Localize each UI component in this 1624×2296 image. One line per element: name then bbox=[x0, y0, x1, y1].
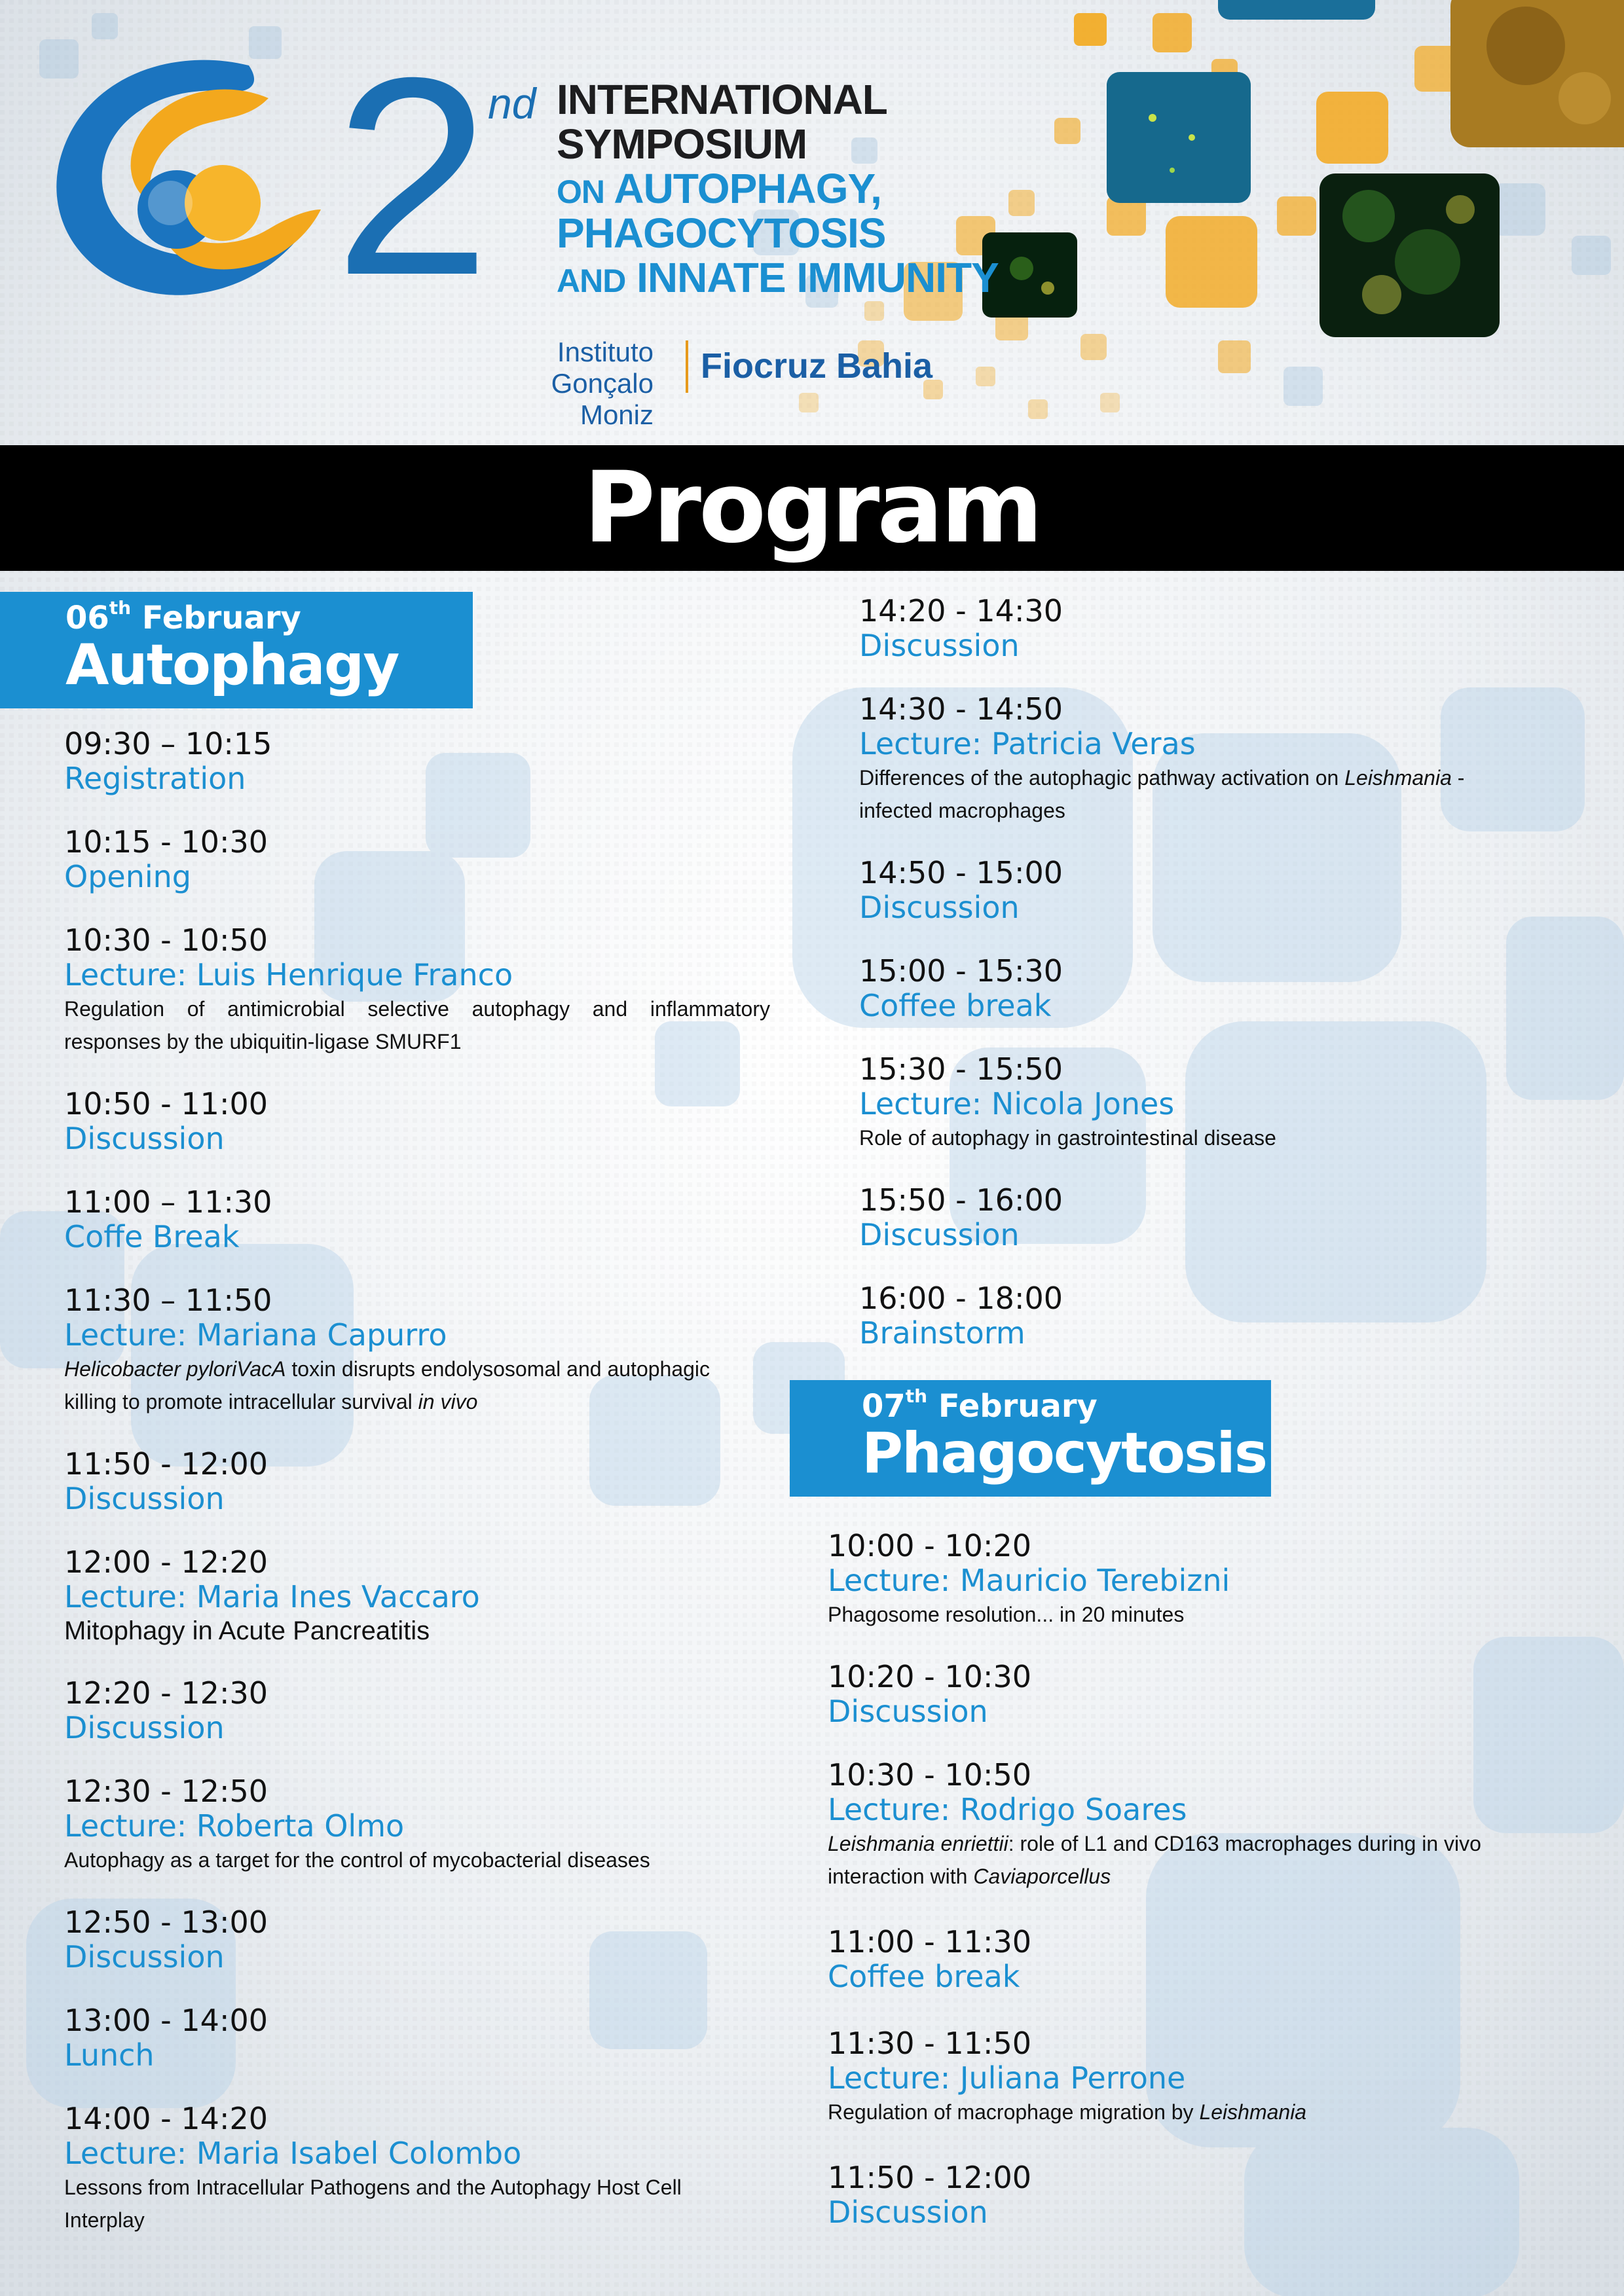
institute-logo: Instituto Gonçalo Moniz bbox=[551, 337, 654, 430]
list-item: 12:30 - 12:50 Lecture: Roberta Olmo Autophagy as a target for the control of mycobacterial diseases bbox=[64, 1774, 650, 1872]
list-item: 10:15 - 10:30 Opening bbox=[64, 824, 268, 894]
list-item: 15:50 - 16:00 Discussion bbox=[859, 1182, 1063, 1252]
list-item: 10:30 - 10:50 Lecture: Luis Henrique Franco Regulation of antimicrobial selective autophagy and inflammatory responses by the ubiquitin-ligase SMURF1 bbox=[64, 922, 770, 1053]
day2-date: 07th February bbox=[862, 1385, 1098, 1425]
symposium-logo bbox=[52, 52, 327, 301]
list-item: 11:30 - 11:50 Lecture: Juliana Perrone Regulation of macrophage migration by Leishmania bbox=[828, 2026, 1307, 2124]
list-item: 14:20 - 14:30 Discussion bbox=[859, 593, 1063, 663]
list-item: 12:20 - 12:30 Discussion bbox=[64, 1675, 268, 1745]
day1-date: 06th February bbox=[65, 597, 301, 636]
list-item: 11:30 – 11:50 Lecture: Mariana Capurro Helicobacter pyloriVacA toxin disrupts endolysosomal and autophagic killing to promote intracellular survival in vivo bbox=[64, 1283, 710, 1413]
list-item: 14:00 - 14:20 Lecture: Maria Isabel Colombo Lessons from Intracellular Pathogens and the Autophagy Host Cell Interplay bbox=[64, 2101, 682, 2232]
day1-theme: Autophagy bbox=[65, 632, 399, 698]
day2-header bbox=[790, 1380, 1271, 1497]
list-item: 14:30 - 14:50 Lecture: Patricia Veras Differences of the autophagic pathway activation on Leishmania -infected macrophages bbox=[859, 691, 1465, 822]
institute-divider bbox=[686, 340, 688, 393]
list-item: 16:00 - 18:00 Brainstorm bbox=[859, 1281, 1063, 1351]
list-item: 10:00 - 10:20 Lecture: Mauricio Terebizni Phagosome resolution... in 20 minutes bbox=[828, 1528, 1230, 1626]
list-item: 11:50 - 12:00 Discussion bbox=[828, 2160, 1031, 2230]
title-line-autophagy: ON AUTOPHAGY, bbox=[557, 165, 881, 212]
list-item: 14:50 - 15:00 Discussion bbox=[859, 855, 1063, 925]
day1-header bbox=[0, 592, 473, 708]
list-item: 12:00 - 12:20 Lecture: Maria Ines Vaccaro Mitophagy in Acute Pancreatitis bbox=[64, 1544, 480, 1645]
list-item: 13:00 - 14:00 Lunch bbox=[64, 2003, 268, 2073]
list-item: 11:00 – 11:30 Coffe Break bbox=[64, 1184, 272, 1254]
title-line-international: INTERNATIONAL bbox=[557, 76, 887, 123]
day2-theme: Phagocytosis bbox=[862, 1421, 1267, 1486]
title-line-symposium: SYMPOSIUM bbox=[557, 120, 807, 168]
edition-ordinal: nd bbox=[488, 79, 536, 128]
list-item: 10:30 - 10:50 Lecture: Rodrigo Soares Leishmania enriettii: role of L1 and CD163 macrophages during in vivo interaction with Caviaporcellus bbox=[828, 1757, 1481, 1888]
list-item: 11:50 - 12:00 Discussion bbox=[64, 1446, 268, 1516]
edition-number: 2 bbox=[334, 20, 485, 334]
title-line-phagocytosis: PHAGOCYTOSIS bbox=[557, 210, 886, 257]
list-item: 15:00 - 15:30 Coffee break bbox=[859, 953, 1063, 1023]
list-item: 09:30 – 10:15 Registration bbox=[64, 726, 272, 796]
fiocruz-logo: Fiocruz Bahia bbox=[701, 346, 933, 386]
program-banner bbox=[0, 445, 1624, 571]
list-item: 10:50 - 11:00 Discussion bbox=[64, 1086, 268, 1156]
list-item: 12:50 - 13:00 Discussion bbox=[64, 1904, 268, 1975]
list-item: 11:00 - 11:30 Coffee break bbox=[828, 1924, 1031, 1994]
title-line-innate-immunity: AND INNATE IMMUNITY bbox=[557, 254, 999, 301]
list-item: 10:20 - 10:30 Discussion bbox=[828, 1659, 1031, 1729]
program-title: Program bbox=[583, 451, 1041, 565]
list-item: 15:30 - 15:50 Lecture: Nicola Jones Role of autophagy in gastrointestinal disease bbox=[859, 1051, 1276, 1150]
